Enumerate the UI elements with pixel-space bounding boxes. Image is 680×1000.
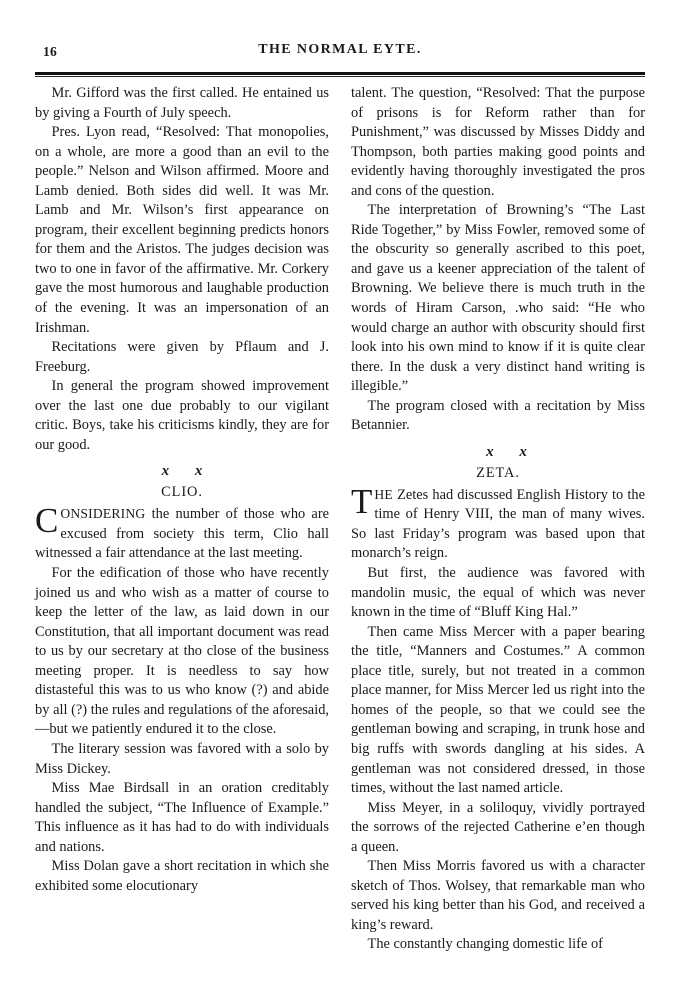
drop-cap-initial: C — [35, 501, 59, 541]
page-title: THE NORMAL EYTE. — [258, 42, 422, 57]
drop-cap-lead-caps: HE — [374, 486, 393, 502]
paragraph: Miss Mae Birdsall in an oration creditably handled the subject, “The Influence of Example.” This influence as it has had to do with individuals and nations. — [35, 780, 329, 855]
drop-cap-lead-caps: ONSIDERING — [60, 506, 146, 522]
paragraph: For the edification of those who have recently joined us and who wish as a matter of course to keep the letter of the law, as laid down in our Constitution, that all important document was read to us by our secretary at tho close of the business meeting proper. It is needless to say how distasteful this was to us who know (?) and abide by all (?) the rules and regulations of the aforesaid,—but we patiently endured it to the close. — [35, 565, 329, 738]
paragraph: Then Miss Morris favored us with a character sketch of Thos. Wolsey, that remarkable man who served his king better than his God, and received a king’s reward. — [351, 858, 645, 933]
running-head — [35, 42, 645, 64]
header-double-rule — [35, 72, 645, 77]
column-left — [35, 84, 329, 955]
dropcap-paragraph — [351, 481, 645, 564]
page-number: 16 — [43, 44, 58, 59]
paragraph: The program closed with a recitation by Miss Betannier. — [351, 397, 645, 434]
section-ornament: x x — [486, 443, 538, 460]
section-heading-clio: CLIO. — [161, 484, 203, 501]
paragraph: The interpretation of Browning’s “The Last Ride Together,” by Miss Fowler, removed some of the obscurity so generally ascribed to this poet, and gave us a keener appreciation of the talent of Browning. We believe there is much truth in the words of Hiram Carson, .who said: “He who would charge an author with obscurity should first look into his own mind to know if it is quite clear there. In the dusk a very distinct hand writing is illegible.” — [351, 202, 645, 395]
paragraph: Then came Miss Mercer with a paper bearing the title, “Manners and Costumes.” A common place title, surely, but not treated in a common place manner, for Miss Mercer led us right into the homes of the people, so that we could see the gentleman bowing and scraping, in trunk hose and big ruffs with swords dangling at his sides. A gentleman was not considered dressed, in those times, without the last named article. — [351, 623, 645, 797]
paragraph: Recitations were given by Pflaum and J. Freeburg. — [35, 339, 329, 375]
text-columns — [35, 84, 645, 955]
drop-cap-rest: Zetes had discussed English History to the time of Henry VIII, the man of many wives. So last Friday’s program was based upon that monarch’s reign. — [351, 486, 645, 562]
paragraph: The constantly changing domestic life of — [367, 936, 603, 953]
paragraph: Miss Meyer, in a soliloquy, vividly portrayed the sorrows of the rejected Catherine e’en though a queen. — [351, 799, 645, 855]
dropcap-paragraph — [35, 501, 329, 564]
section-heading-zeta: ZETA. — [476, 464, 520, 481]
drop-cap-rest: the number of those who are excused from society this term, Clio hall witnessed a fair attendance at the last meeting. — [35, 506, 329, 562]
paragraph: Miss Dolan gave a short recitation in which she exhibited some elocutionary — [35, 858, 329, 894]
paragraph: But first, the audience was favored with mandolin music, the equal of which was never known in the time of “Bluff King Hal.” — [351, 565, 645, 621]
paragraph: In general the program showed improvement over the last one due probably to our vigilant critic. Boys, take his criticisms kindly, they are for our good. — [35, 378, 329, 453]
paragraph: Mr. Gifford was the first called. He entained us by giving a Fourth of July speech. — [35, 85, 329, 121]
paragraph: The literary session was favored with a solo by Miss Dickey. — [35, 740, 329, 777]
rule-thin — [35, 76, 645, 77]
paragraph: Pres. Lyon read, “Resolved: That monopolies, on a whole, are more a good than an evil to the people.” Nelson and Wilson affirmed. Moore and Lamb denied. Both sides did well. It was Mr. Lamb and Mr. Wilson’s first appearance on program, their excellent beginning predicts honors for them and the Aristos. The judges decision was two to one in favor of the affirmative. Mr. Corkery gave the most humorous and laughable production of the evening. It was an impersonation of an Irishman. — [35, 124, 329, 336]
section-ornament: x x — [161, 463, 214, 480]
column-right — [351, 84, 645, 955]
drop-cap-initial: T — [351, 481, 373, 521]
paragraph: talent. The question, “Resolved: That the purpose of prisons is for Reform rather than for Punishment,” was discussed by Misses Diddy and Thompson, both parties making good points and evidently having thoroughly investigated the pros and cons of the question. — [351, 85, 645, 199]
